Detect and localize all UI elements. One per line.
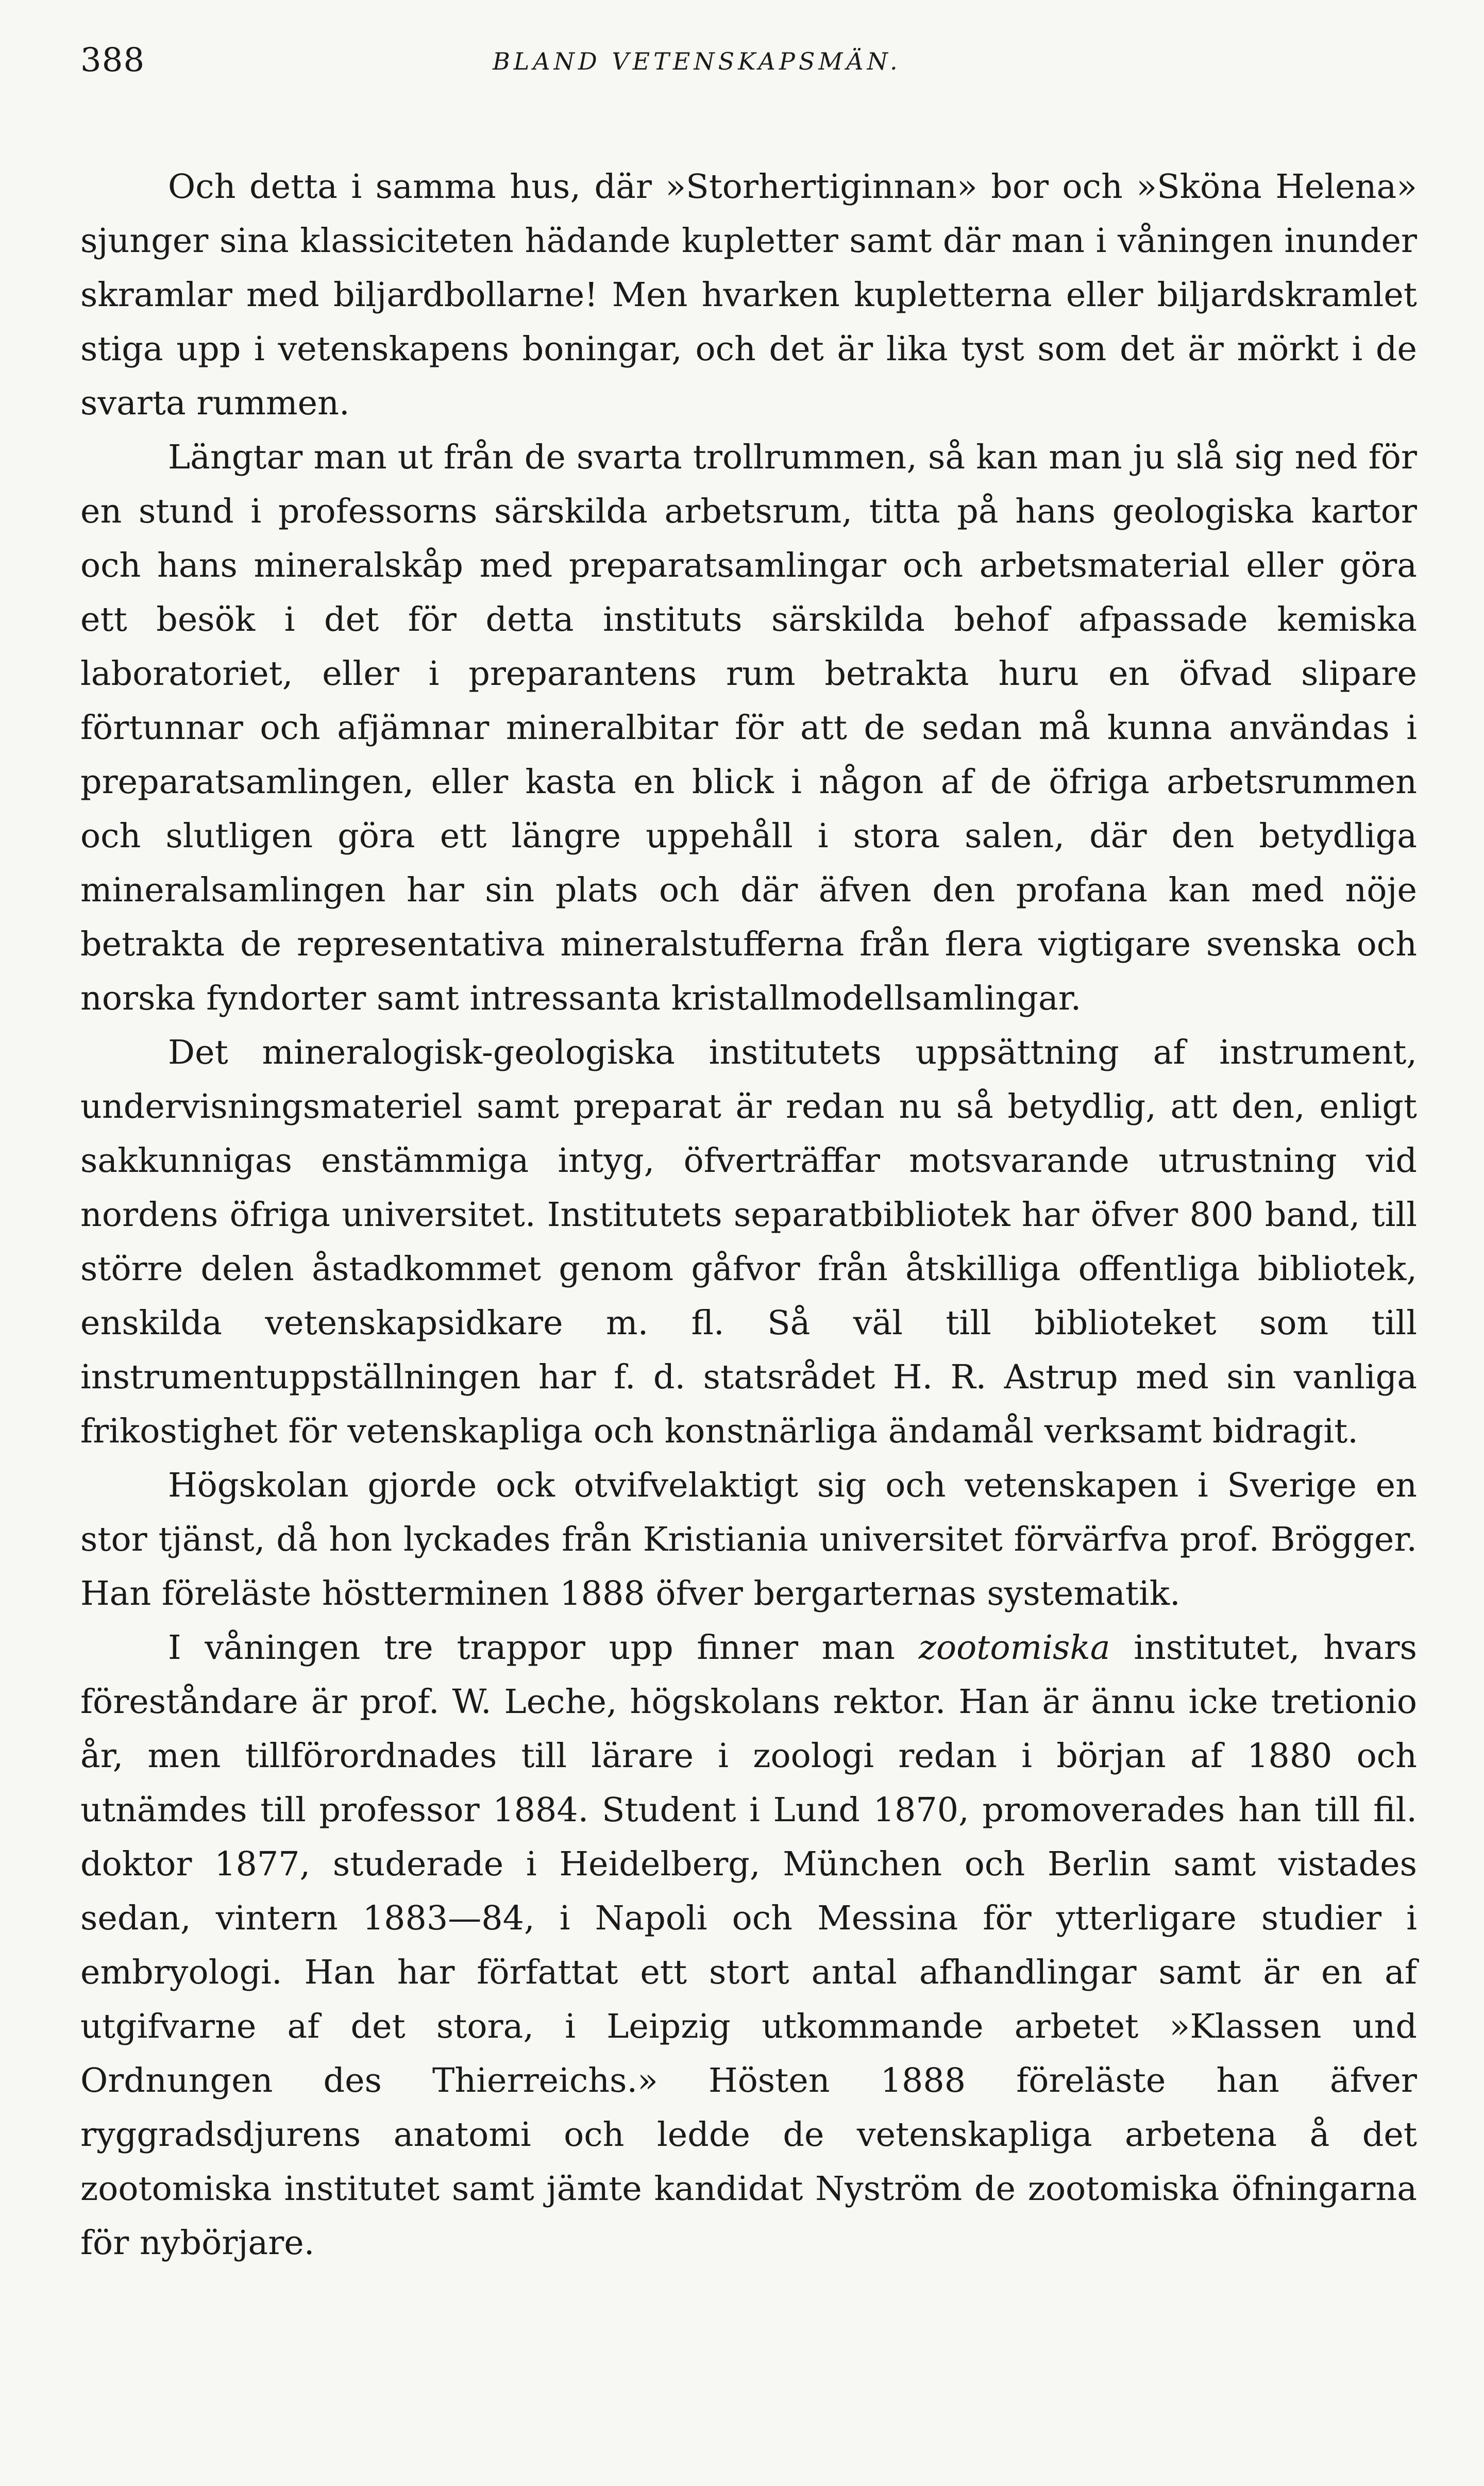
paragraph: Längtar man ut från de svarta trollrummen, så kan man ju slå sig ned för en stund i professorns särskilda arbetsrum, titta på hans geologiska kartor och hans mineralskåp med preparatsamlingar och arbetsmaterial eller göra ett besök i det för detta instituts särskilda behof afpassade kemiska laboratoriet, eller i preparantens rum betrakta huru en öfvad slipare förtunnar och afjämnar mineralbitar för att de sedan må kunna användas i preparatsamlingen, eller kasta en blick i någon af de öfriga arbetsrummen och slutligen göra ett längre uppehåll i stora salen, där den betydliga mineralsamlingen har sin plats och där äfven den profana kan med nöje betrakta de representativa mineralstufferna från flera vigtigare svenska och norska fyndorter samt intressanta kristallmodellsamlingar. [80,438,1417,1018]
paragraph: Högskolan gjorde ock otvifvelaktigt sig och vetenskapen i Sverige en stor tjänst, då hon lyckades från Kristiania universitet förvärfva prof. Brögger. Han föreläste höstterminen 1888 öfver bergarternas systematik. [80,1466,1417,1613]
page-number: 388 [80,41,145,79]
body-text [80,160,1417,2270]
running-title: BLAND VETENSKAPSMÄN. [493,47,901,75]
page-header [80,41,1417,98]
paragraph [80,1621,1417,2270]
paragraph-text: institutet, hvars föreståndare är prof. W. Leche, högskolans rektor. Han är ännu icke tretionio år, men tillförordnades till lärare i zoologi redan i början af 1880 och utnämdes till professor 1884. Student i Lund 1870, promoverades han till fil. doktor 1877, studerade i Heidelberg, München och Berlin samt vistades sedan, vintern 1883—84, i Napoli och Messina för ytterligare studier i embryologi. Han har författat ett stort antal afhandlingar samt är en af utgifvarne af det stora, i Leipzig utkommande arbetet »Klassen und Ordnungen des Thierreichs.» Hösten 1888 föreläste han äfver ryggradsdjurens anatomi och ledde de vetenskapliga arbetena å det zootomiska institutet samt jämte kandidat Nyström de zootomiska öfningarna för nybörjare. [80,1628,1418,2262]
book-page [80,41,1417,2270]
emphasized-word: zootomiska [918,1628,1110,1667]
paragraph: Och detta i samma hus, där »Storhertiginnan» bor och »Sköna Helena» sjunger sina klassiciteten hädande kupletter samt där man i våningen inunder skramlar med biljardbollarne! Men hvarken kupletterna eller biljardskramlet stiga upp i vetenskapens boningar, och det är lika tyst som det är mörkt i de svarta rummen. [80,167,1417,423]
paragraph: Det mineralogisk-geologiska institutets uppsättning af instrument, undervisningsmateriel samt preparat är redan nu så betydlig, att den, enligt sakkunnigas enstämmiga intyg, öfverträffar motsvarande utrustning vid nordens öfriga universitet. Institutets separatbibliotek har öfver 800 band, till större delen åstadkommet genom gåfvor från åtskilliga offentliga bibliotek, enskilda vetenskapsidkare m. fl. Så väl till biblioteket som till instrumentuppställningen har f. d. statsrådet H. R. Astrup med sin vanliga frikostighet för vetenskapliga och konstnärliga ändamål verksamt bidragit. [80,1033,1417,1451]
paragraph-text: I våningen tre trappor upp finner man [168,1628,919,1667]
